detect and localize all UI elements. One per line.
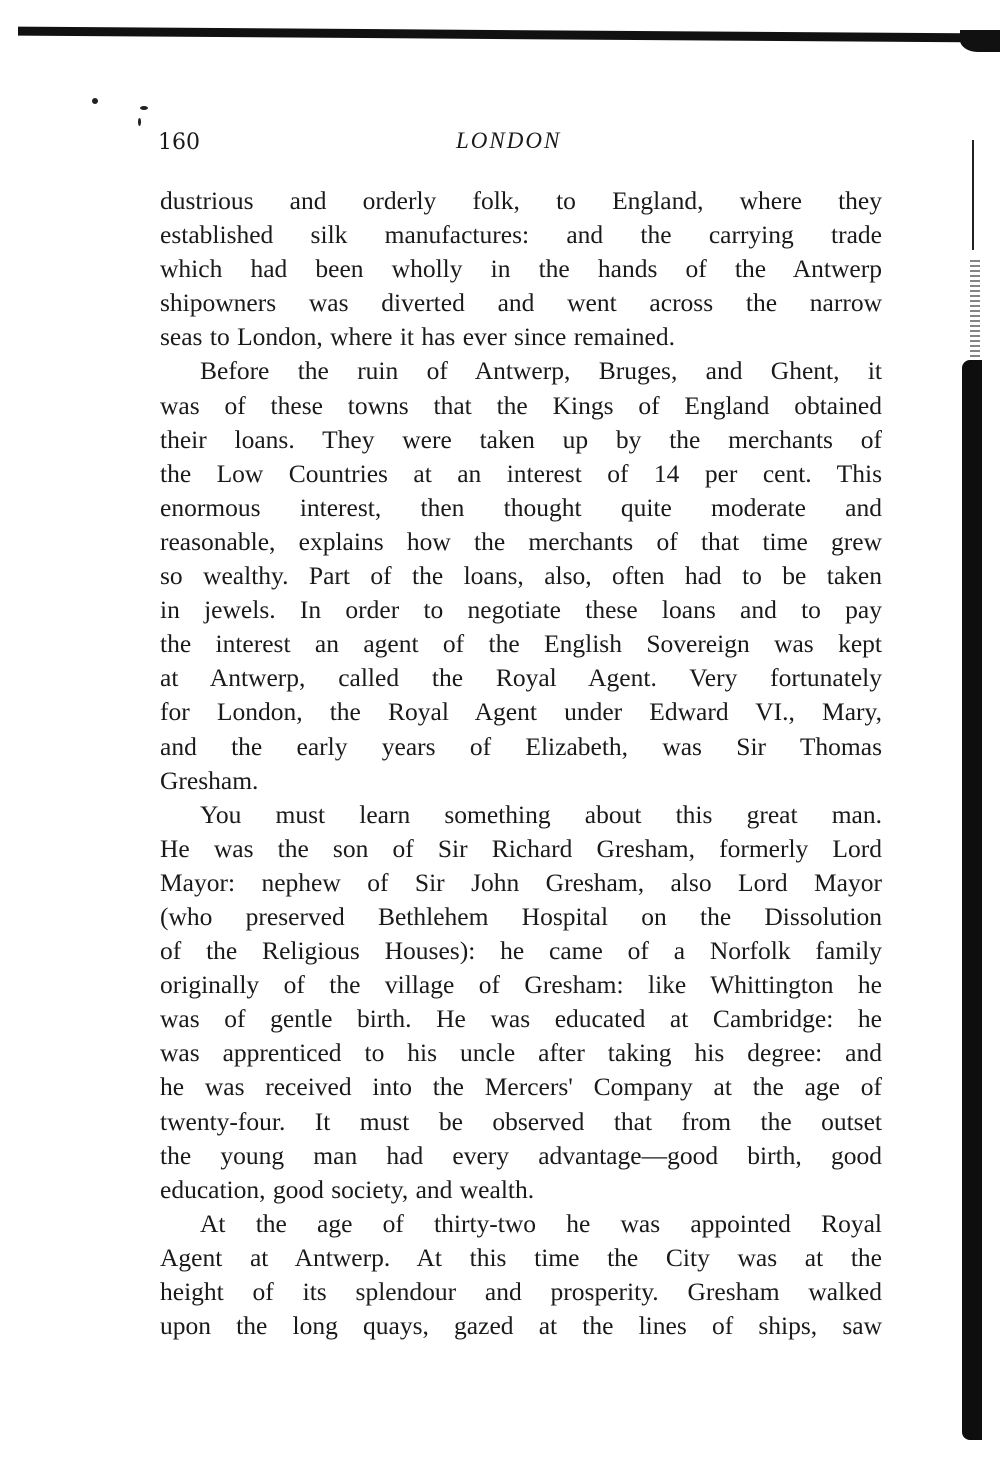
body-text: [160, 184, 882, 1343]
text-line: twenty-four. It must be observed that from the outset: [160, 1106, 882, 1136]
scan-top-rule-corner: [960, 30, 1000, 52]
text-line: reasonable, explains how the merchants of that time grew: [160, 526, 882, 556]
text-line: the Low Countries at an interest of 14 per cent. This: [160, 458, 882, 488]
text-line: He was the son of Sir Richard Gresham, formerly Lord: [160, 833, 882, 863]
text-line: the young man had every advantage—good birth, good: [160, 1140, 882, 1170]
text-line: was of gentle birth. He was educated at Cambridge: he: [160, 1004, 882, 1034]
text-line: dustrious and orderly folk, to England, where they: [160, 186, 882, 215]
text-line: was apprenticed to his uncle after taking his degree: and: [160, 1038, 882, 1068]
text-line: at Antwerp, called the Royal Agent. Very fortunately: [160, 663, 882, 693]
text-line: Agent at Antwerp. At this time the City was at the: [160, 1242, 882, 1272]
text-line: height of its splendour and prosperity. Gresham walked: [160, 1277, 882, 1306]
text-line: Gresham.: [160, 765, 259, 795]
text-line: which had been wholly in the hands of the Antwerp: [160, 254, 882, 284]
text-line: he was received into the Mercers' Company at the age of: [160, 1072, 882, 1102]
text-line: Mayor: nephew of Sir John Gresham, also Lord Mayor: [160, 867, 882, 897]
text-line: for London, the Royal Agent under Edward VI., Mary,: [160, 697, 882, 727]
text-line: shipowners was diverted and went across the narrow: [160, 288, 882, 318]
text-line: was of these towns that the Kings of England obtained: [160, 390, 882, 420]
book-title: LONDON: [456, 128, 562, 153]
text-line: established silk manufactures: and the carrying trade: [160, 220, 882, 250]
text-line: enormous interest, then thought quite moderate and: [160, 492, 882, 522]
page-number: 160: [158, 130, 200, 155]
scan-speck: [138, 118, 141, 126]
text-line: of the Religious Houses): he came of a Norfolk family: [160, 936, 882, 966]
scan-edge-fade: [970, 260, 980, 370]
text-line: (who preserved Bethlehem Hospital on the Dissolution: [160, 901, 882, 931]
text-line: seas to London, where it has ever since remained.: [160, 322, 675, 352]
running-head: [0, 126, 1000, 162]
text-line: the interest an agent of the English Sovereign was kept: [160, 629, 882, 659]
text-line: education, good society, and wealth.: [160, 1174, 535, 1204]
text-line: and the early years of Elizabeth, was Sir Thomas: [160, 731, 882, 761]
text-line: At the age of thirty-two he was appointed Royal: [200, 1208, 882, 1238]
scan-top-rule: [18, 27, 980, 43]
text-line: in jewels. In order to negotiate these loans and to pay: [160, 595, 882, 625]
scan-speck: [92, 98, 98, 104]
text-line: upon the long quays, gazed at the lines of ships, saw: [160, 1311, 882, 1341]
text-line: Before the ruin of Antwerp, Bruges, and Ghent, it: [200, 356, 882, 386]
text-line: so wealthy. Part of the loans, also, often had to be taken: [160, 561, 882, 591]
text-line: You must learn something about this great man.: [200, 799, 882, 829]
scan-binding-edge: [962, 360, 982, 1440]
text-line: originally of the village of Gresham: like Whittington he: [160, 970, 882, 1000]
text-line: their loans. They were taken up by the merchants of: [160, 424, 882, 454]
scan-speck: [140, 106, 148, 110]
